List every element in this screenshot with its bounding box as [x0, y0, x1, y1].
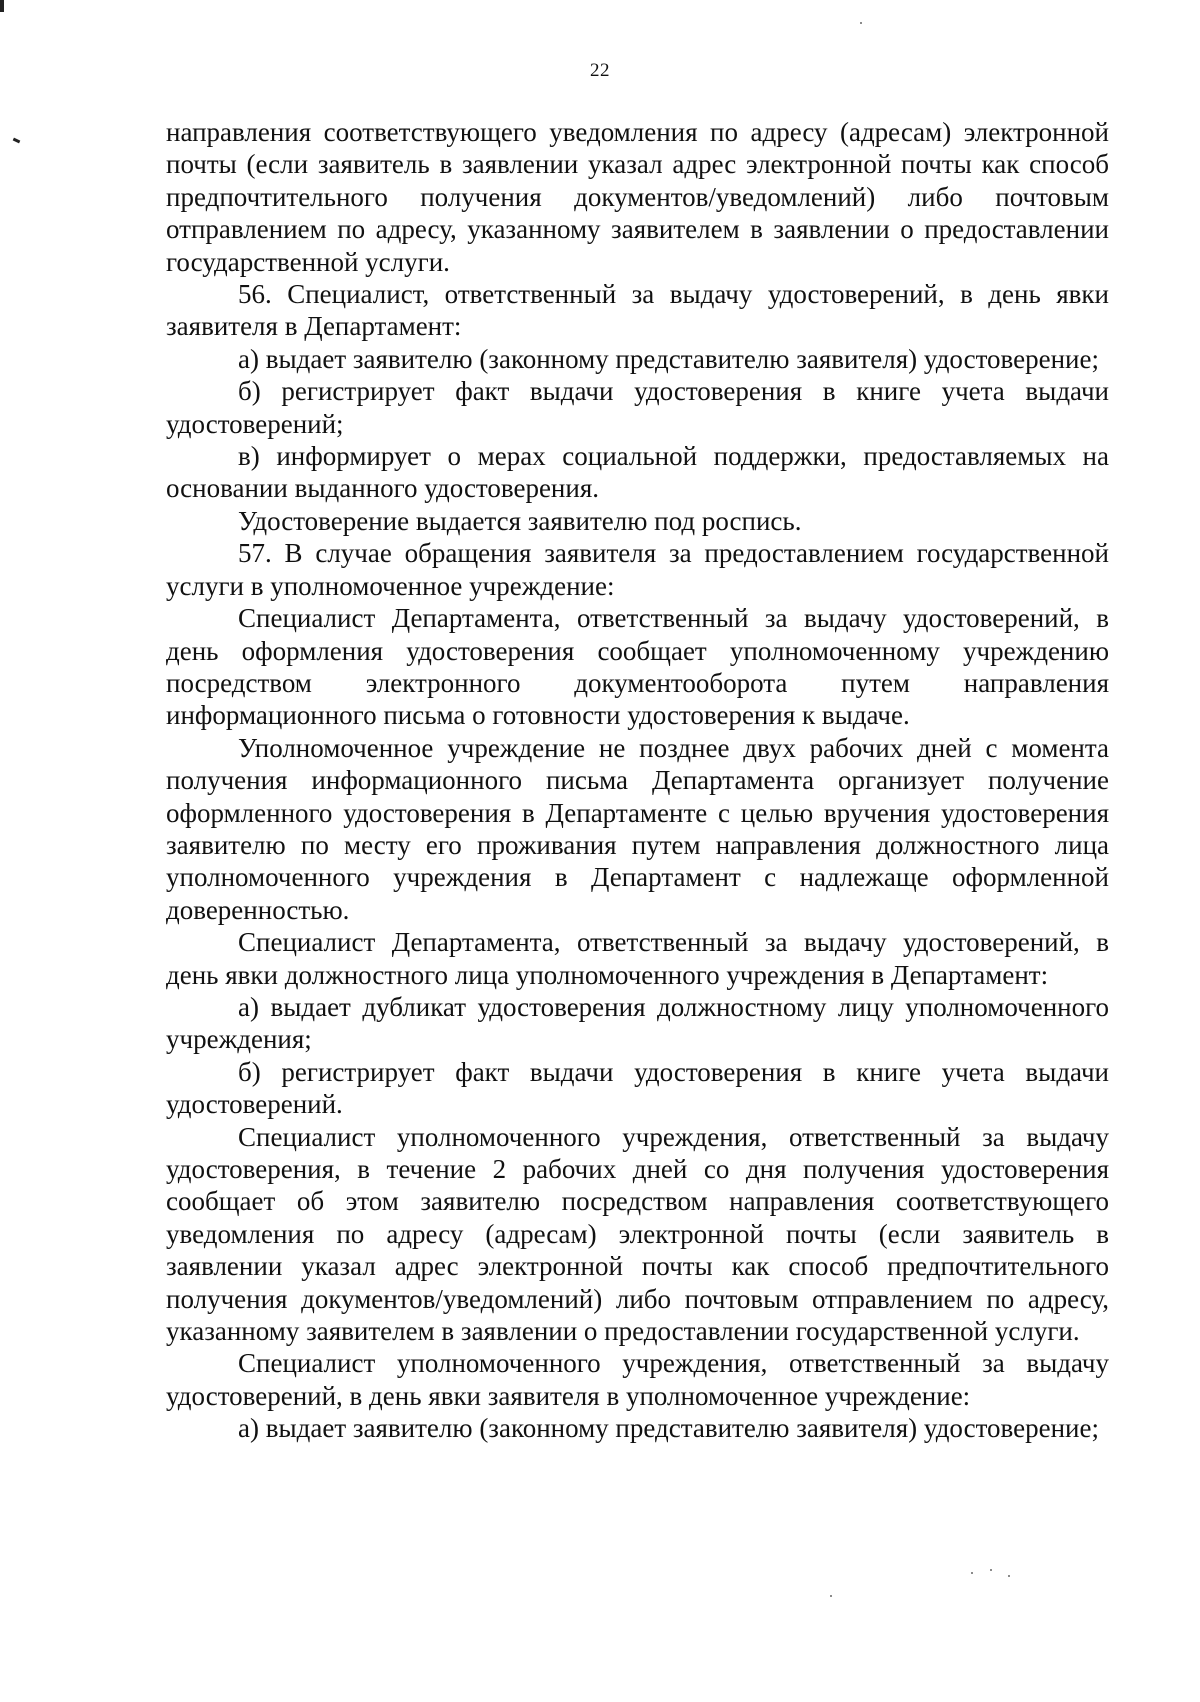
scan-dust-speck: [860, 22, 862, 24]
scan-dust-speck: [971, 1572, 973, 1574]
paragraph-subitem-v: в) информирует о мерах социальной поддержки, предоставляемых на основании выданного удостоверения.: [166, 441, 1109, 504]
paragraph-item-57: 57. В случае обращения заявителя за предоставлением государственной услуги в уполномоченное учреждение:: [166, 538, 1109, 601]
paragraph-subitem-b: б) регистрирует факт выдачи удостоверения в книге учета выдачи удостоверений.: [166, 1056, 1109, 1120]
page-number: 22: [590, 60, 610, 81]
paragraph-authorized-institution: Уполномоченное учреждение не позднее двух рабочих дней с момента получения информационного письма Департамента организует получение оформленного удостоверения в Департаменте с целью вручения удостоверения заявителю по месту его проживания путем направления должностного лица уполномоченного учреждения в Департамент с надлежаще оформленной доверенностью.: [166, 732, 1109, 925]
paragraph-department-specialist: Специалист Департамента, ответственный за выдачу удостоверений, в день оформления удостоверения сообщает уполномоченному учреждению посредством электронного документооборота путем направления информационного письма о готовности удостоверения к выдаче.: [166, 603, 1109, 731]
paragraph-institution-specialist-notice: Специалист уполномоченного учреждения, ответственный за выдачу удостоверения, в течение 2 рабочих дней со дня получения удостоверения сообщает об этом заявителю посредством направления соответствующего уведомления по адресу (адресам) электронной почты (если заявитель в заявлении указал адрес электронной почты как способ предпочтительного получения документов/уведомлений) либо почтовым отправлением по адресу, указанному заявителем в заявлении о предоставлении государственной услуги.: [166, 1121, 1109, 1347]
scan-dust-speck: [830, 1595, 832, 1597]
document-body: [166, 116, 1109, 1445]
scan-dust-speck: [1008, 1575, 1010, 1577]
scan-artifact-mark: [13, 138, 21, 144]
paragraph-subitem-a: а) выдает заявителю (законному представителю заявителя) удостоверение;: [238, 1413, 1099, 1444]
scan-artifact-mark: [0, 0, 4, 12]
scan-dust-speck: [990, 1569, 992, 1571]
paragraph-item-56: 56. Специалист, ответственный за выдачу удостоверений, в день явки заявителя в Департамент:: [166, 279, 1109, 342]
paragraph-subitem-a: а) выдает дубликат удостоверения должностному лицу уполномоченного учреждения;: [166, 991, 1109, 1055]
paragraph-continuation: направления соответствующего уведомления по адресу (адресам) электронной почты (если заявитель в заявлении указал адрес электронной почты как способ предпочтительного получения документов/уведомлений) либо почтовым отправлением по адресу, указанному заявителем в заявлении о предоставлении государственной услуги.: [166, 117, 1109, 277]
paragraph-department-specialist-official: Специалист Департамента, ответственный за выдачу удостоверений, в день явки должностного лица уполномоченного учреждения в Департамент:: [166, 927, 1109, 990]
paragraph-institution-specialist-issue: Специалист уполномоченного учреждения, ответственный за выдачу удостоверений, в день явки заявителя в уполномоченное учреждение:: [166, 1348, 1109, 1411]
paragraph-signature-note: Удостоверение выдается заявителю под роспись.: [238, 505, 802, 536]
paragraph-subitem-b: б) регистрирует факт выдачи удостоверения в книге учета выдачи удостоверений;: [166, 376, 1109, 439]
paragraph-subitem-a: а) выдает заявителю (законному представителю заявителя) удостоверение;: [238, 343, 1099, 374]
